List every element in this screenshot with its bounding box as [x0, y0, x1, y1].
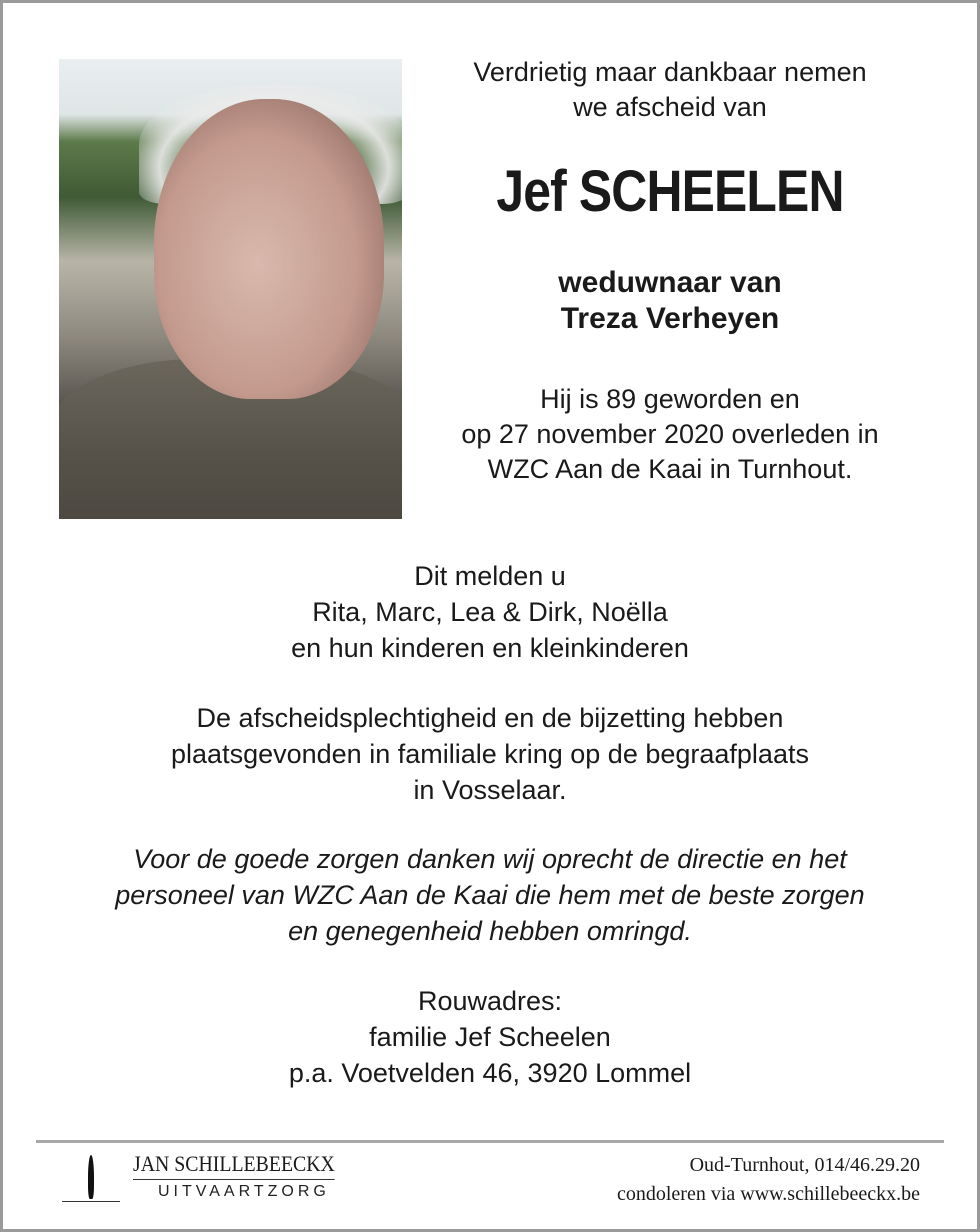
announcers-line: Rita, Marc, Lea & Dirk, Noëlla — [312, 597, 668, 627]
ceremony-line: in Vosselaar. — [413, 775, 567, 805]
ceremony-line: plaatsgevonden in familiale kring op de begraafplaats — [171, 739, 809, 769]
thanks-line: personeel van WZC Aan de Kaai die hem met de beste zorgen — [115, 880, 865, 910]
logo-baseline — [62, 1201, 120, 1202]
spouse-text — [420, 265, 920, 337]
condolences-link[interactable]: condoleren via www.schillebeeckx.be — [616, 1183, 920, 1205]
announcers-line: Dit melden u — [414, 561, 566, 591]
deceased-name: Jef SCHEELEN — [496, 159, 844, 224]
spouse-line: Treza Verheyen — [560, 302, 780, 335]
thanks-line: Voor de goede zorgen danken wij oprecht de directie en het — [133, 844, 847, 874]
address-line: p.a. Voetvelden 46, 3920 Lommel — [288, 1058, 692, 1088]
address-line: Rouwadres: — [417, 986, 563, 1016]
intro-line: we afscheid van — [573, 92, 767, 122]
intro-text — [420, 55, 920, 125]
death-line: Hij is 89 geworden en — [540, 384, 800, 414]
address-line: familie Jef Scheelen — [369, 1022, 611, 1052]
portrait-photo — [59, 59, 402, 519]
intro-line: Verdrietig maar dankbaar nemen — [473, 57, 867, 87]
thanks-text — [0, 841, 980, 949]
funeral-home-name: JAN SCHILLEBEECKX — [133, 1151, 335, 1180]
thanks-line: en genegenheid hebben omringd. — [288, 916, 692, 946]
death-text — [420, 382, 920, 487]
address-text — [0, 983, 980, 1091]
funeral-home-subtitle: UITVAARTZORG — [158, 1183, 330, 1200]
announcers-line: en hun kinderen en kleinkinderen — [291, 633, 689, 663]
footer-divider — [36, 1140, 944, 1143]
spouse-line: weduwnaar van — [558, 266, 782, 299]
death-line: op 27 november 2020 overleden in — [461, 419, 879, 449]
cypress-tree-icon — [88, 1155, 94, 1199]
ceremony-text — [0, 700, 980, 808]
death-line: WZC Aan de Kaai in Turnhout. — [487, 454, 853, 484]
funeral-home-contact: Oud-Turnhout, 014/46.29.20 — [689, 1154, 920, 1176]
announcers-text — [0, 558, 980, 666]
ceremony-line: De afscheidsplechtigheid en de bijzetting hebben — [196, 703, 784, 733]
